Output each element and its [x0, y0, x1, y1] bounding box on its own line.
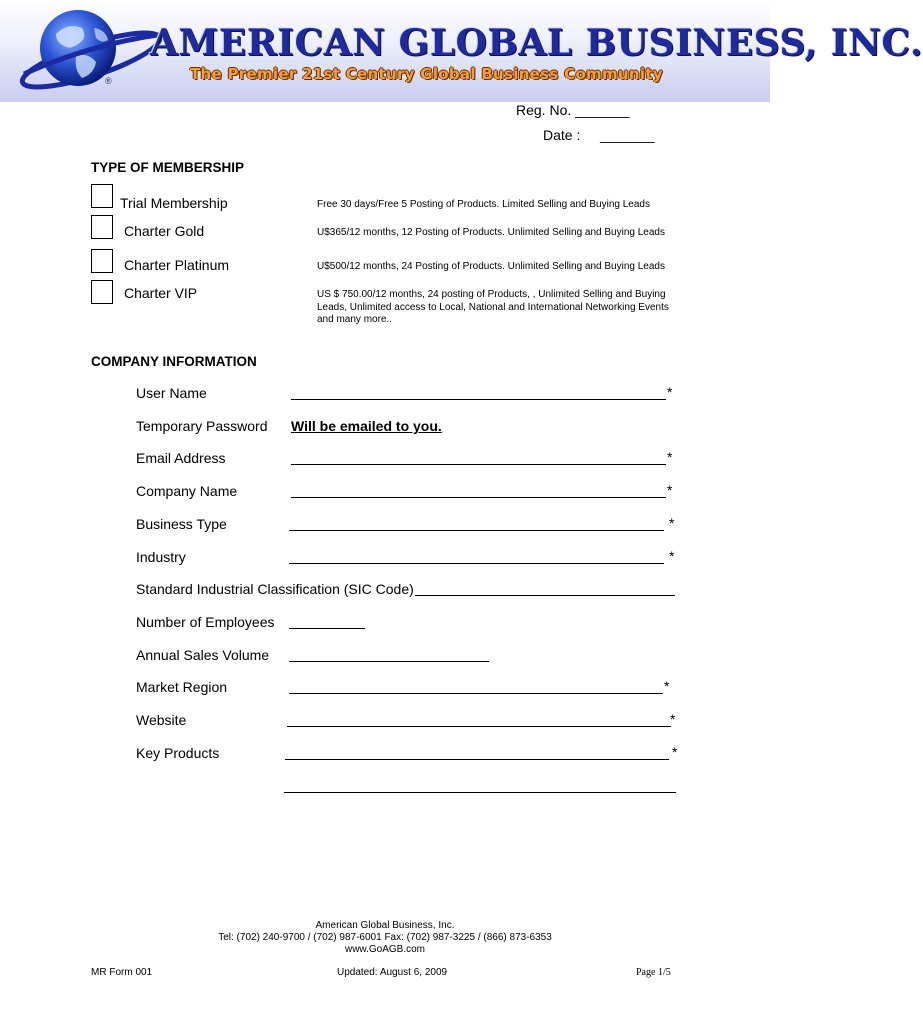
user-name-required: * — [667, 384, 673, 400]
trial-membership-label: Trial Membership — [120, 195, 228, 211]
footer-form-id: MR Form 001 — [91, 967, 153, 978]
industry-input[interactable] — [289, 563, 664, 564]
registered-mark: ® — [105, 76, 112, 86]
sic-code-input[interactable] — [415, 595, 675, 596]
temporary-password-label: Temporary Password — [136, 418, 268, 434]
reg-no-row — [516, 102, 630, 118]
number-of-employees-label: Number of Employees — [136, 614, 275, 630]
key-products-input-line-2[interactable] — [284, 792, 676, 793]
membership-heading: TYPE OF MEMBERSHIP — [91, 160, 245, 175]
footer-company: American Global Business, Inc. — [315, 920, 455, 931]
charter-gold-checkbox[interactable] — [91, 215, 113, 239]
charter-gold-label: Charter Gold — [124, 223, 205, 239]
business-type-input[interactable] — [289, 530, 664, 531]
company-name-label: Company Name — [136, 483, 238, 499]
sic-code-label: Standard Industrial Classification (SIC Code) — [136, 581, 414, 597]
trial-membership-checkbox[interactable] — [91, 184, 113, 208]
charter-vip-checkbox[interactable] — [91, 280, 113, 304]
email-address-label: Email Address — [136, 450, 226, 466]
market-region-input[interactable] — [289, 693, 663, 694]
company-tagline: The Premier 21st Century Global Business Community — [190, 65, 663, 83]
market-region-label: Market Region — [136, 679, 228, 695]
company-title: AMERICAN GLOBAL BUSINESS, INC. — [150, 22, 923, 64]
industry-required: * — [669, 548, 675, 564]
date-label: Date : — [543, 127, 581, 143]
user-name-input[interactable] — [291, 399, 666, 400]
date-blank[interactable]: _______ — [600, 127, 655, 143]
key-products-required: * — [672, 744, 678, 760]
website-input[interactable] — [287, 726, 671, 727]
website-required: * — [670, 711, 676, 727]
website-label: Website — [136, 712, 187, 728]
charter-vip-description: US $ 750.00/12 months, 24 posting of Products, , Unlimited Selling and Buying Leads, Unlimited access to Local, National and International Networking Events and many more.. — [317, 289, 669, 325]
business-type-label: Business Type — [136, 516, 227, 532]
charter-gold-description: U$365/12 months, 12 Posting of Products. Unlimited Selling and Buying Leads — [317, 227, 665, 238]
annual-sales-volume-input[interactable] — [289, 661, 489, 662]
footer-contact: Tel: (702) 240-9700 / (702) 987-6001 Fax: (702) 987-3225 / (866) 873-6353 — [218, 932, 552, 943]
company-name-required: * — [667, 482, 673, 498]
market-region-required: * — [664, 678, 670, 694]
business-type-required: * — [669, 515, 675, 531]
footer-website: www.GoAGB.com — [344, 944, 426, 955]
email-address-input[interactable] — [291, 464, 666, 465]
number-of-employees-input[interactable] — [289, 628, 365, 629]
charter-platinum-description: U$500/12 months, 24 Posting of Products. Unlimited Selling and Buying Leads — [317, 261, 665, 272]
charter-platinum-label: Charter Platinum — [124, 257, 230, 273]
industry-label: Industry — [136, 549, 186, 565]
user-name-label: User Name — [136, 385, 207, 401]
key-products-label: Key Products — [136, 745, 220, 761]
charter-vip-label: Charter VIP — [124, 285, 198, 301]
email-address-required: * — [667, 449, 673, 465]
trial-membership-description: Free 30 days/Free 5 Posting of Products. Limited Selling and Buying Leads — [317, 199, 650, 210]
globe-logo-icon — [16, 4, 166, 96]
company-name-input[interactable] — [291, 497, 666, 498]
annual-sales-volume-label: Annual Sales Volume — [136, 647, 270, 663]
footer-page-number: Page 1/5 — [636, 967, 671, 978]
key-products-input[interactable] — [285, 759, 669, 760]
temporary-password-value: Will be emailed to you. — [291, 418, 442, 434]
header-banner — [0, 0, 923, 102]
footer-updated: Updated: August 6, 2009 — [337, 967, 448, 978]
company-info-heading: COMPANY INFORMATION — [91, 354, 257, 369]
reg-no-blank[interactable]: _______ — [575, 102, 630, 118]
reg-no-label: Reg. No. — [516, 102, 572, 118]
charter-platinum-checkbox[interactable] — [91, 249, 113, 273]
